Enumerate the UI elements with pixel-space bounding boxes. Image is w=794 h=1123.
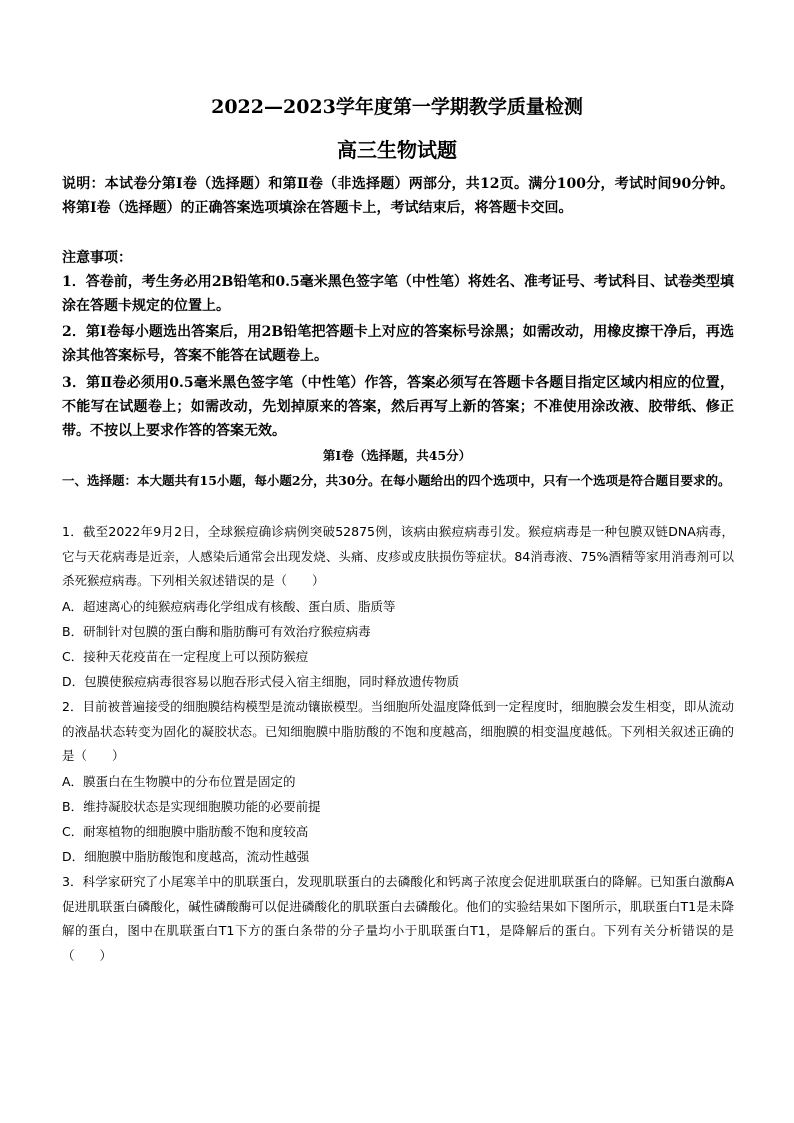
question-3-stem: 3．科学家研究了小尾寒羊中的肌联蛋白，发现肌联蛋白的去磷酸化和钙离子浓度会促进肌联蛋白的降解。已知蛋白激酶A促进肌联蛋白磷酸化，碱性磷酸酶可以促进磷酸化的肌联蛋白去磷酸化。他们的实验结果如下图所示，肌联蛋白T1是未降解的蛋白，图中在肌联蛋白T1下方的蛋白条带的分子量均小于肌联蛋白T1，是降解后的蛋白。下列有关分析错误的是（ ） [62, 874, 734, 963]
note-item-3: 3．第Ⅱ卷必须用0.5毫米黑色签字笔（中性笔）作答，答案必须写在答题卡各题目指定区域内相应的位置，不能写在试题卷上；如需改动，先划掉原来的答案，然后再写上新的答案；不准使用涂改液、胶带纸、修正带。不按以上要求作答的答案无效。 [62, 375, 734, 439]
exam-title: 2022—2023学年度第一学期教学质量检测 [211, 96, 583, 118]
question-2-option-a: A．膜蛋白在生物膜中的分布位置是固定的 [62, 774, 296, 789]
note-item-2: 2．第Ⅰ卷每小题选出答案后，用2B铅笔把答题卡上对应的答案标号涂黑；如需改动，用橡皮擦干净后，再选涂其他答案标号，答案不能答在试题卷上。 [62, 324, 734, 364]
question-1-option-b: B．研制针对包膜的蛋白酶和脂肪酶可有效治疗猴痘病毒 [62, 624, 371, 639]
exam-subtitle: 高三生物试题 [337, 138, 457, 162]
exam-description: 说明：本试卷分第Ⅰ卷（选择题）和第Ⅱ卷（非选择题）两部分，共12页。满分100分，考试时间90分钟。将第Ⅰ卷（选择题）的正确答案选项填涂在答题卡上，考试结束后，将答题卡交回。 [62, 176, 734, 216]
question-2-option-c: C．耐寒植物的细胞膜中脂肪酸不饱和度较高 [62, 824, 309, 839]
section-intro: 一、选择题：本大题共有15小题，每小题2分，共30分。在每小题给出的四个选项中，只有一个选项是符合题目要求的。 [62, 473, 731, 488]
question-1-option-c: C．接种天花疫苗在一定程度上可以预防猴痘 [62, 649, 309, 664]
question-1-stem: 1．截至2022年9月2日，全球猴痘确诊病例突破52875例，该病由猴痘病毒引发。猴痘病毒是一种包膜双链DNA病毒，它与天花病毒是近亲，人感染后通常会出现发烧、头痛、皮疹或皮肤损伤等症状。84消毒液、75%酒精等家用消毒剂可以杀死猴痘病毒。下列相关叙述错误的是（ ） [62, 524, 734, 588]
note-item-1: 1．答卷前，考生务必用2B铅笔和0.5毫米黑色签字笔（中性笔）将姓名、准考证号、考试科目、试卷类型填涂在答题卡规定的位置上。 [62, 274, 734, 314]
question-2-stem: 2．目前被普遍接受的细胞膜结构模型是流动镶嵌模型。当细胞所处温度降低到一定程度时，细胞膜会发生相变，即从流动的液晶状态转变为固化的凝胶状态。已知细胞膜中脂肪酸的不饱和度越高，细胞膜的相变温度越低。下列相关叙述正确的是（ ） [62, 699, 734, 763]
question-1-option-d: D．包膜使猴痘病毒很容易以胞吞形式侵入宿主细胞，同时释放遗传物质 [62, 674, 460, 689]
question-1-option-a: A．超速离心的纯猴痘病毒化学组成有核酸、蛋白质、脂质等 [62, 599, 396, 614]
notes-heading: 注意事项： [62, 250, 132, 266]
section-title: 第Ⅰ卷（选择题，共45分） [322, 448, 472, 463]
question-2-option-b: B．维持凝胶状态是实现细胞膜功能的必要前提 [62, 799, 321, 814]
question-2-option-d: D．细胞膜中脂肪酸饱和度越高，流动性越强 [62, 849, 310, 864]
